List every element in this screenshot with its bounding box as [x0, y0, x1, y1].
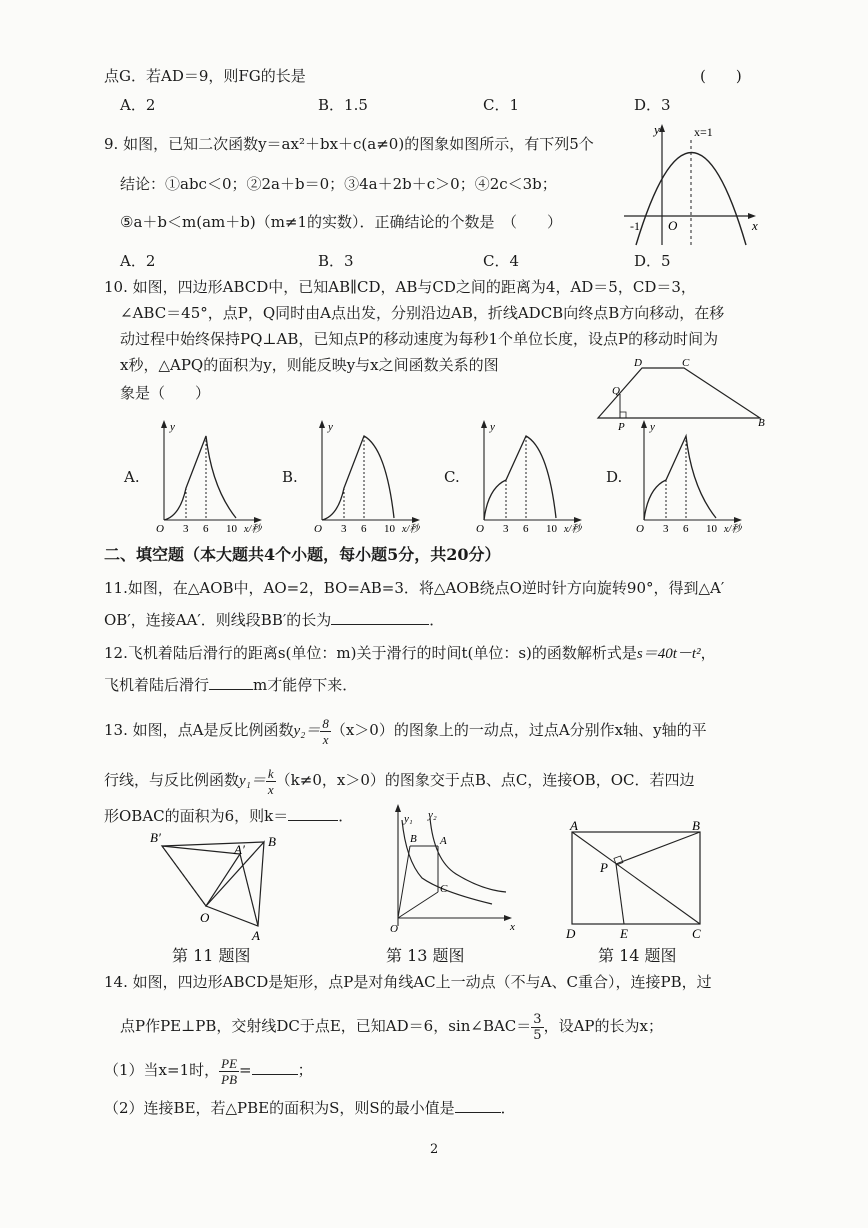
- q10-a-tick10: 10: [226, 523, 237, 535]
- q13-line1-text: 13. 如图，点A是反比例函数: [104, 721, 294, 739]
- q10-c-tick10: 10: [546, 523, 557, 535]
- q12-answer-blank[interactable]: [209, 675, 253, 690]
- q14-sub1-den: PB: [221, 1071, 238, 1087]
- q12-formula-end: ，: [700, 644, 716, 662]
- q14-line2: [120, 1008, 663, 1044]
- q14-sub1-blank[interactable]: [252, 1060, 298, 1075]
- f14-label-d: D: [566, 926, 576, 940]
- q10-a-origin: O: [156, 523, 164, 535]
- q10-d-origin: O: [636, 523, 644, 535]
- q13-func2-den: x: [267, 781, 274, 797]
- figure-14: [560, 818, 720, 940]
- q13-func1-num: 8: [322, 715, 329, 731]
- q12-line1-text: 12.飞机着陆后滑行的距离s(单位：m)关于滑行的时间t(单位：s)的函数解析式是: [104, 644, 637, 662]
- q10-label-c: C: [682, 357, 690, 369]
- q9-parabola-graph: [624, 120, 764, 250]
- q13-line2-text: 行线，与反比例函数: [104, 771, 240, 789]
- q13-line1-rest: （x＞0）的图象上的一动点，过点A分别作x轴、y轴的平: [330, 721, 707, 739]
- q13-line2: [104, 760, 694, 801]
- f13-label-x: x: [510, 921, 515, 933]
- f13-label-o: O: [390, 923, 398, 935]
- q14-sub2-end: ．: [500, 1099, 516, 1117]
- q10-b-x: x/秒: [402, 524, 420, 535]
- q13-line1: [104, 710, 707, 751]
- q9-line1: 9. 如图，已知二次函数y＝ax²＋bx＋c(a≠0)的图象如图所示，有下列5个: [104, 135, 594, 153]
- f13-label-y1: y₁: [404, 813, 413, 825]
- f13-label-c: C: [440, 883, 448, 895]
- q8-paren: ( ): [700, 67, 742, 85]
- q9-axis-label: x=1: [694, 125, 713, 139]
- figure-11: [140, 826, 300, 942]
- q9-line3: ⑤a＋b＜m(am＋b)（m≠1的实数）．正确结论的个数是 （ ）: [120, 213, 563, 231]
- q9-origin: O: [668, 218, 678, 233]
- q9-y-label: y: [654, 122, 660, 137]
- q10-c-tick6: 6: [523, 523, 529, 535]
- figure-14-caption: 第 14 题图: [598, 946, 677, 965]
- q14-line2-text: 点P作PE⊥PB，交射线DC于点E，已知AD＝6，sin∠BAC＝: [120, 1017, 532, 1035]
- f11-label-o: O: [200, 910, 210, 925]
- q10-c-origin: O: [476, 523, 484, 535]
- q10-label-q: Q: [612, 385, 620, 397]
- q13-line3-end: ．: [338, 807, 354, 825]
- q14-sin-frac: [531, 1012, 543, 1043]
- q8-option-d: D．3: [634, 96, 671, 114]
- q10-line2: ∠ABC＝45°，点P，Q同时由A点出发，分别沿边AB，折线ADCB向终点B方向移动，在移: [120, 304, 725, 322]
- q10-label-p: P: [618, 421, 625, 433]
- q10-d-tick6: 6: [683, 523, 689, 535]
- q10-graph-d: [630, 418, 750, 536]
- f14-label-e: E: [620, 926, 628, 940]
- q10-line1: 10. 如图，四边形ABCD中，已知AB∥CD，AB与CD之间的距离为4，AD＝5，CD＝3，: [104, 278, 696, 296]
- q12-line2-text: 飞机着陆后滑行: [104, 676, 210, 694]
- page-number: 2: [430, 1142, 439, 1157]
- figure-11-caption: 第 11 题图: [172, 946, 251, 965]
- q9-tick-neg1: -1: [630, 219, 640, 233]
- q10-c-x: x/秒: [564, 524, 582, 535]
- q10-graph-c: [470, 418, 590, 536]
- q14-sub1-end: ；: [297, 1061, 313, 1079]
- q14-sub1-num: PE: [221, 1055, 238, 1071]
- q8-text: 点G．若AD＝9，则FG的长是: [104, 67, 306, 85]
- q10-line5: 象是（ ）: [120, 384, 211, 402]
- f14-label-a: A: [570, 818, 578, 833]
- q10-option-a: A.: [124, 468, 140, 486]
- q13-func1-lhs: y₂＝: [293, 723, 321, 739]
- q13-line3-text: 形OBAC的面积为6，则k＝: [104, 807, 289, 825]
- q9-option-a: A．2: [120, 252, 156, 270]
- f14-label-c: C: [692, 926, 701, 940]
- figure-13-caption: 第 13 题图: [386, 946, 465, 965]
- q14-line2-rest: ，设AP的长为x；: [543, 1017, 663, 1035]
- q12-line2: [104, 675, 357, 695]
- q13-line3: [104, 806, 353, 826]
- q10-option-b: B.: [282, 468, 298, 486]
- q13-answer-blank[interactable]: [288, 806, 338, 821]
- section2-title: 二、填空题（本大题共4个小题，每小题5分，共20分）: [104, 545, 501, 564]
- f13-label-y2: y₂: [428, 809, 437, 821]
- q14-frac-num: 3: [533, 1011, 542, 1027]
- f11-label-b: B: [268, 834, 276, 849]
- q14-sub1-eq: =: [239, 1061, 252, 1079]
- q12-line2-end: m才能停下来．: [253, 676, 358, 694]
- f11-label-b1: B′: [150, 830, 161, 845]
- q12-line1: [104, 643, 716, 664]
- q14-sub2-blank[interactable]: [455, 1098, 501, 1113]
- f14-label-b: B: [692, 818, 700, 833]
- q9-option-c: C．4: [483, 252, 520, 270]
- f13-label-b: B: [410, 833, 417, 845]
- q11-line2-end: ．: [429, 611, 445, 629]
- figure-13: [372, 800, 522, 940]
- q13-line2-rest: （k≠0，x＞0）的图象交于点B、点C，连接OB，OC．若四边: [275, 771, 695, 789]
- q10-a-tick6: 6: [203, 523, 209, 535]
- q10-graph-a: [150, 418, 270, 536]
- q12-formula: s＝40t－t²: [636, 646, 701, 662]
- q10-b-tick10: 10: [384, 523, 395, 535]
- f11-label-a: A: [252, 928, 260, 942]
- q14-sub2-text: （2）连接BE，若△PBE的面积为S，则S的最小值是: [104, 1099, 455, 1117]
- q9-x-label: x: [752, 218, 758, 233]
- q10-a-x: x/秒: [244, 524, 262, 535]
- q14-sub1-text: （1）当x=1时，: [104, 1061, 220, 1079]
- q9-option-b: B．3: [318, 252, 354, 270]
- f11-label-a1: A′: [234, 842, 245, 857]
- q10-b-y: y: [328, 421, 333, 433]
- q10-label-d: D: [634, 357, 642, 369]
- q11-line2: [104, 610, 444, 630]
- q11-line1: 11.如图，在△AOB中，AO=2，BO=AB=3．将△AOB绕点O逆时针方向旋转90°，得到△A′: [104, 579, 725, 597]
- q14-sub1-frac: [219, 1056, 239, 1087]
- q14-line1: 14. 如图，四边形ABCD是矩形，点P是对角线AC上一动点（不与A、C重合），连接PB，过: [104, 973, 712, 991]
- f14-label-p: P: [600, 860, 608, 875]
- q10-b-tick3: 3: [341, 523, 347, 535]
- q14-sub2: [104, 1098, 516, 1118]
- q10-d-y: y: [650, 421, 655, 433]
- q10-label-b: B: [758, 417, 765, 429]
- q10-a-tick3: 3: [183, 523, 189, 535]
- q13-func1-frac: [320, 716, 331, 747]
- q14-sub1: [104, 1052, 313, 1088]
- q10-d-tick10: 10: [706, 523, 717, 535]
- q8-option-a: A．2: [120, 96, 156, 114]
- q10-d-tick3: 3: [663, 523, 669, 535]
- q14-frac-den: 5: [533, 1027, 542, 1043]
- q10-b-tick6: 6: [361, 523, 367, 535]
- q10-line4: x秒，△APQ的面积为y，则能反映y与x之间函数关系的图: [120, 356, 499, 374]
- q8-option-b: B．1.5: [318, 96, 368, 114]
- q13-func2-num: k: [267, 765, 274, 781]
- q10-d-x: x/秒: [724, 524, 742, 535]
- q13-func2-frac: [266, 766, 276, 797]
- q9-line2: 结论：①abc＜0；②2a＋b＝0；③4a＋2b＋c＞0；④2c＜3b；: [120, 175, 557, 193]
- q13-func2-lhs: y₁＝: [239, 773, 266, 789]
- q8-option-c: C．1: [483, 96, 520, 114]
- q11-line2-text: OB′，连接AA′．则线段BB′的长为: [104, 611, 332, 629]
- q10-c-y: y: [490, 421, 495, 433]
- q10-option-d: D.: [606, 468, 623, 486]
- q10-c-tick3: 3: [503, 523, 509, 535]
- q10-line3: 动过程中始终保持PQ⊥AB，已知点P的移动速度为每秒1个单位长度，设点P的移动时间为: [120, 330, 719, 348]
- q11-answer-blank[interactable]: [331, 610, 429, 625]
- q9-option-d: D．5: [634, 252, 671, 270]
- q10-graph-b: [308, 418, 428, 536]
- q10-option-c: C.: [444, 468, 460, 486]
- q13-func1-den: x: [322, 731, 329, 747]
- q10-a-y: y: [170, 421, 175, 433]
- f13-label-a: A: [440, 835, 447, 847]
- q10-b-origin: O: [314, 523, 322, 535]
